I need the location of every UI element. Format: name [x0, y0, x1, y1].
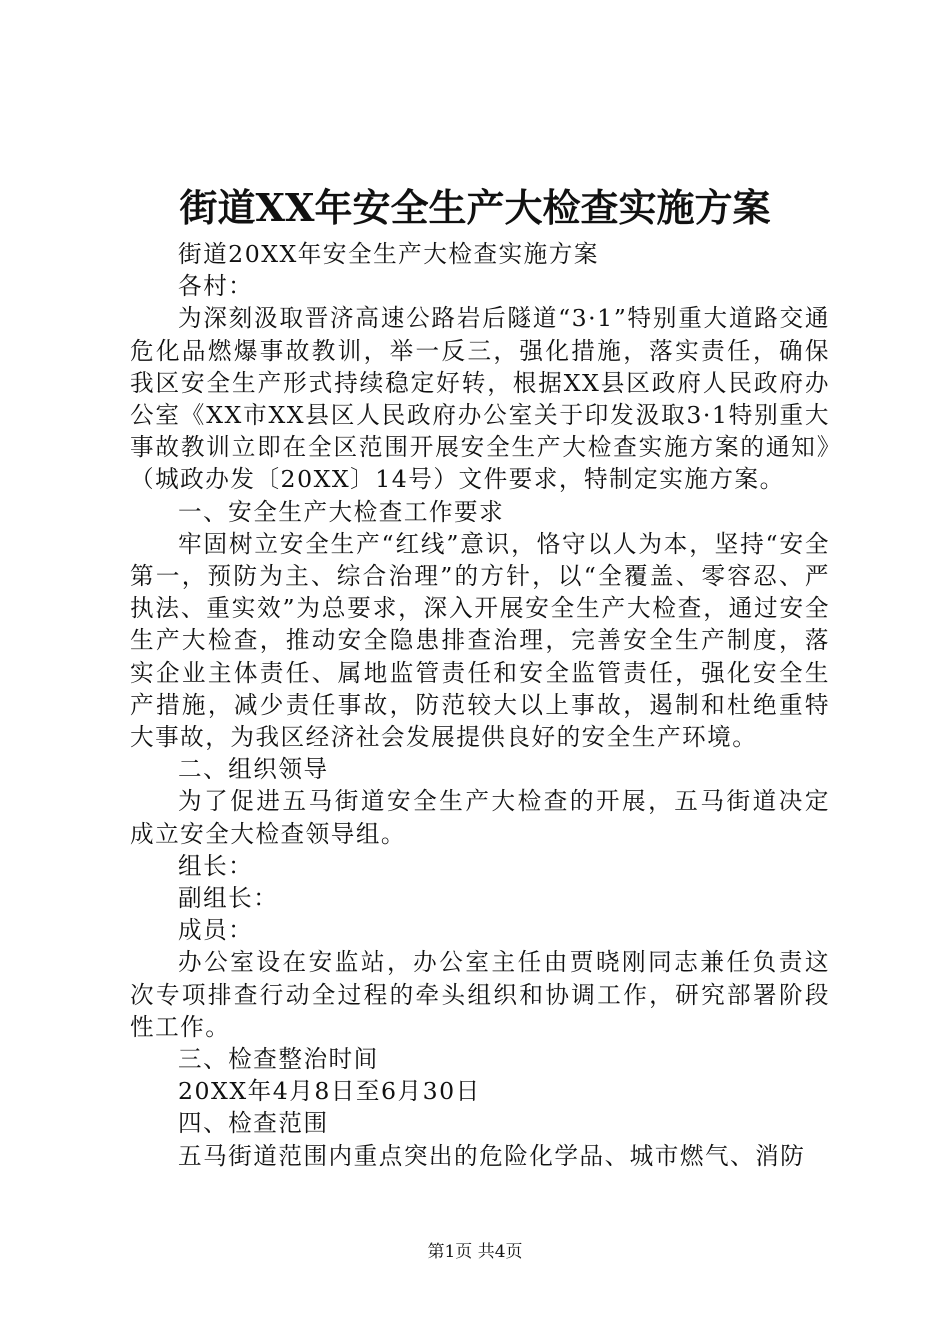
section-heading: 一、安全生产大检查工作要求: [178, 497, 505, 526]
section-heading: 二、组织领导: [178, 755, 329, 784]
subtitle-paragraph: 街道20XX年安全生产大检查实施方案: [178, 240, 599, 268]
body-paragraph: 牢固树立安全生产“红线”意识，恪守以人为本，坚持“安全第一，预防为主、综合治理”的方针，以“全覆盖、零容忍、严执法、重实效”为总要求，深入开展安全生产大检查，通过安全生产大检查，推动安全隐患排查治理，完善安全生产制度，落实企业主体责任、属地监管责任和安全监管责任，强化安全生产措施，减少责任事故，防范较大以上事故，遏制和杜绝重特大事故，为我区经济社会发展提供良好的安全生产环境。: [130, 529, 830, 752]
page-footer: 第1页 共4页: [427, 1242, 523, 1262]
body-paragraph: 为深刻汲取晋济高速公路岩后隧道“3·1”特别重大道路交通危化品燃爆事故教训，举一反三，强化措施，落实责任，确保我区安全生产形式持续稳定好转，根据XX县区政府人民政府办公室《XX市XX县区人民政府办公室关于印发汲取3·1特别重大事故教训立即在全区范围开展安全生产大检查实施方案的通知》（城政办发〔20XX〕14号）文件要求，特制定实施方案。: [130, 304, 830, 494]
body-paragraph: 20XX年4月8日至6月30日: [178, 1077, 481, 1106]
list-item: 副组长：: [178, 884, 279, 913]
body-paragraph: 为了促进五马街道安全生产大检查的开展，五马街道决定成立安全大检查领导组。: [130, 787, 830, 848]
body-paragraph: 办公室设在安监站，办公室主任由贾晓刚同志兼任负责这次专项排查行动全过程的牵头组织和协调工作，研究部署阶段性工作。: [130, 948, 830, 1041]
document-body: [130, 238, 830, 1172]
document-title: 街道XX年安全生产大检查实施方案: [179, 185, 771, 230]
body-paragraph: 五马街道范围内重点突出的危险化学品、城市燃气、消防: [178, 1141, 806, 1170]
salutation-paragraph: 各村：: [178, 272, 254, 301]
list-item: 成员：: [178, 916, 254, 945]
list-item: 组长：: [178, 851, 254, 880]
section-heading: 三、检查整治时间: [178, 1045, 379, 1074]
section-heading: 四、检查范围: [178, 1109, 329, 1138]
